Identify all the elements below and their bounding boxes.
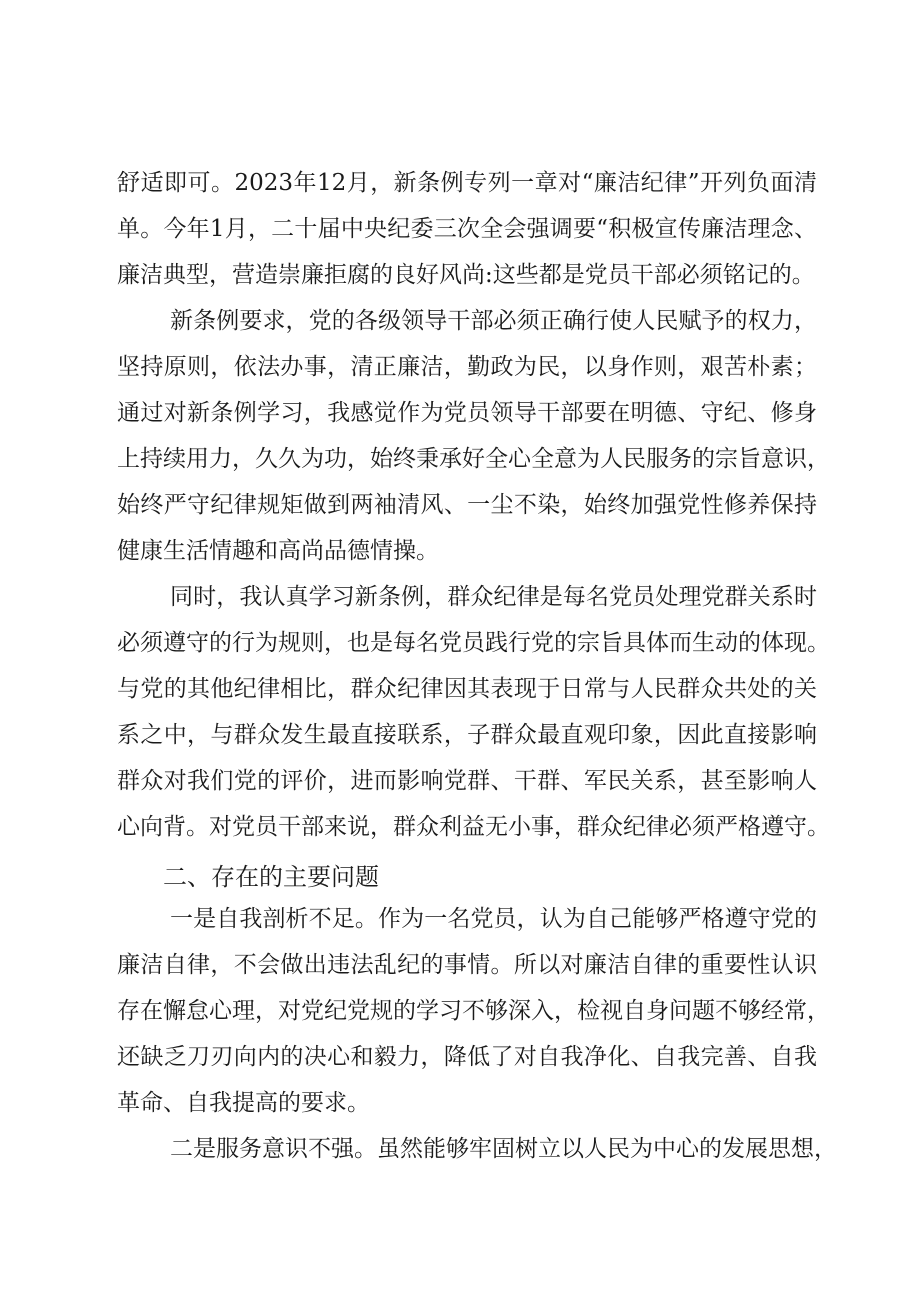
text-line: 通过对新条例学习，我感觉作为党员领导干部要在明德、守纪、修身 <box>117 400 817 426</box>
text-line: 必须遵守的行为规则，也是每名党员践行党的宗旨具体而生动的体现。 <box>117 630 830 656</box>
section-heading: 二、存在的主要问题 <box>163 863 379 891</box>
text-line: 新条例要求，党的各级领导干部必须正确行使人民赋予的权力， <box>170 308 817 334</box>
text-line: 坚持原则，依法办事，清正廉洁，勤政为民，以身作则，艰苦朴素； <box>117 354 817 380</box>
text-line: 心向背。对党员干部来说，群众利益无小事，群众纪律必须严格遵守。 <box>117 814 830 840</box>
text-line: 廉洁自律，不会做出违法乱纪的事情。所以对廉洁自律的重要性认识 <box>117 952 817 978</box>
text-line: 革命、自我提高的要求。 <box>117 1090 370 1116</box>
text-line: 二是服务意识不强。虽然能够牢固树立以人民为中心的发展思想， <box>170 1136 837 1162</box>
text-line: 同时，我认真学习新条例，群众纪律是每名党员处理党群关系时 <box>170 584 817 610</box>
text-line: 单。今年1月，二十届中央纪委三次全会强调要“积极宣传廉洁理念、 <box>117 216 817 242</box>
text-line: 上持续用力，久久为功，始终秉承好全心全意为人民服务的宗旨意识， <box>117 446 830 472</box>
text-line: 存在懈怠心理，对党纪党规的学习不够深入，检视自身问题不够经常， <box>117 998 830 1024</box>
text-line: 还缺乏刀刃向内的决心和毅力，降低了对自我净化、自我完善、自我 <box>117 1044 817 1070</box>
text-line: 一是自我剖析不足。作为一名党员，认为自己能够严格遵守党的 <box>170 906 817 932</box>
text-line: 群众对我们党的评价，进而影响党群、干群、军民关系，甚至影响人 <box>117 768 817 794</box>
text-line: 健康生活情趣和高尚品德情操。 <box>117 538 439 564</box>
text-line: 与党的其他纪律相比，群众纪律因其表现于日常与人民群众共处的关 <box>117 676 817 702</box>
text-line: 始终严守纪律规矩做到两袖清风、一尘不染，始终加强党性修养保持 <box>117 492 817 518</box>
text-line: 舒适即可。2023年12月，新条例专列一章对“廉洁纪律”开列负面清 <box>117 170 817 196</box>
text-line: 系之中，与群众发生最直接联系，子群众最直观印象，因此直接影响 <box>117 722 817 748</box>
text-line: 廉洁典型，营造崇廉拒腐的良好风尚:这些都是党员干部必须铭记的。 <box>117 262 815 288</box>
